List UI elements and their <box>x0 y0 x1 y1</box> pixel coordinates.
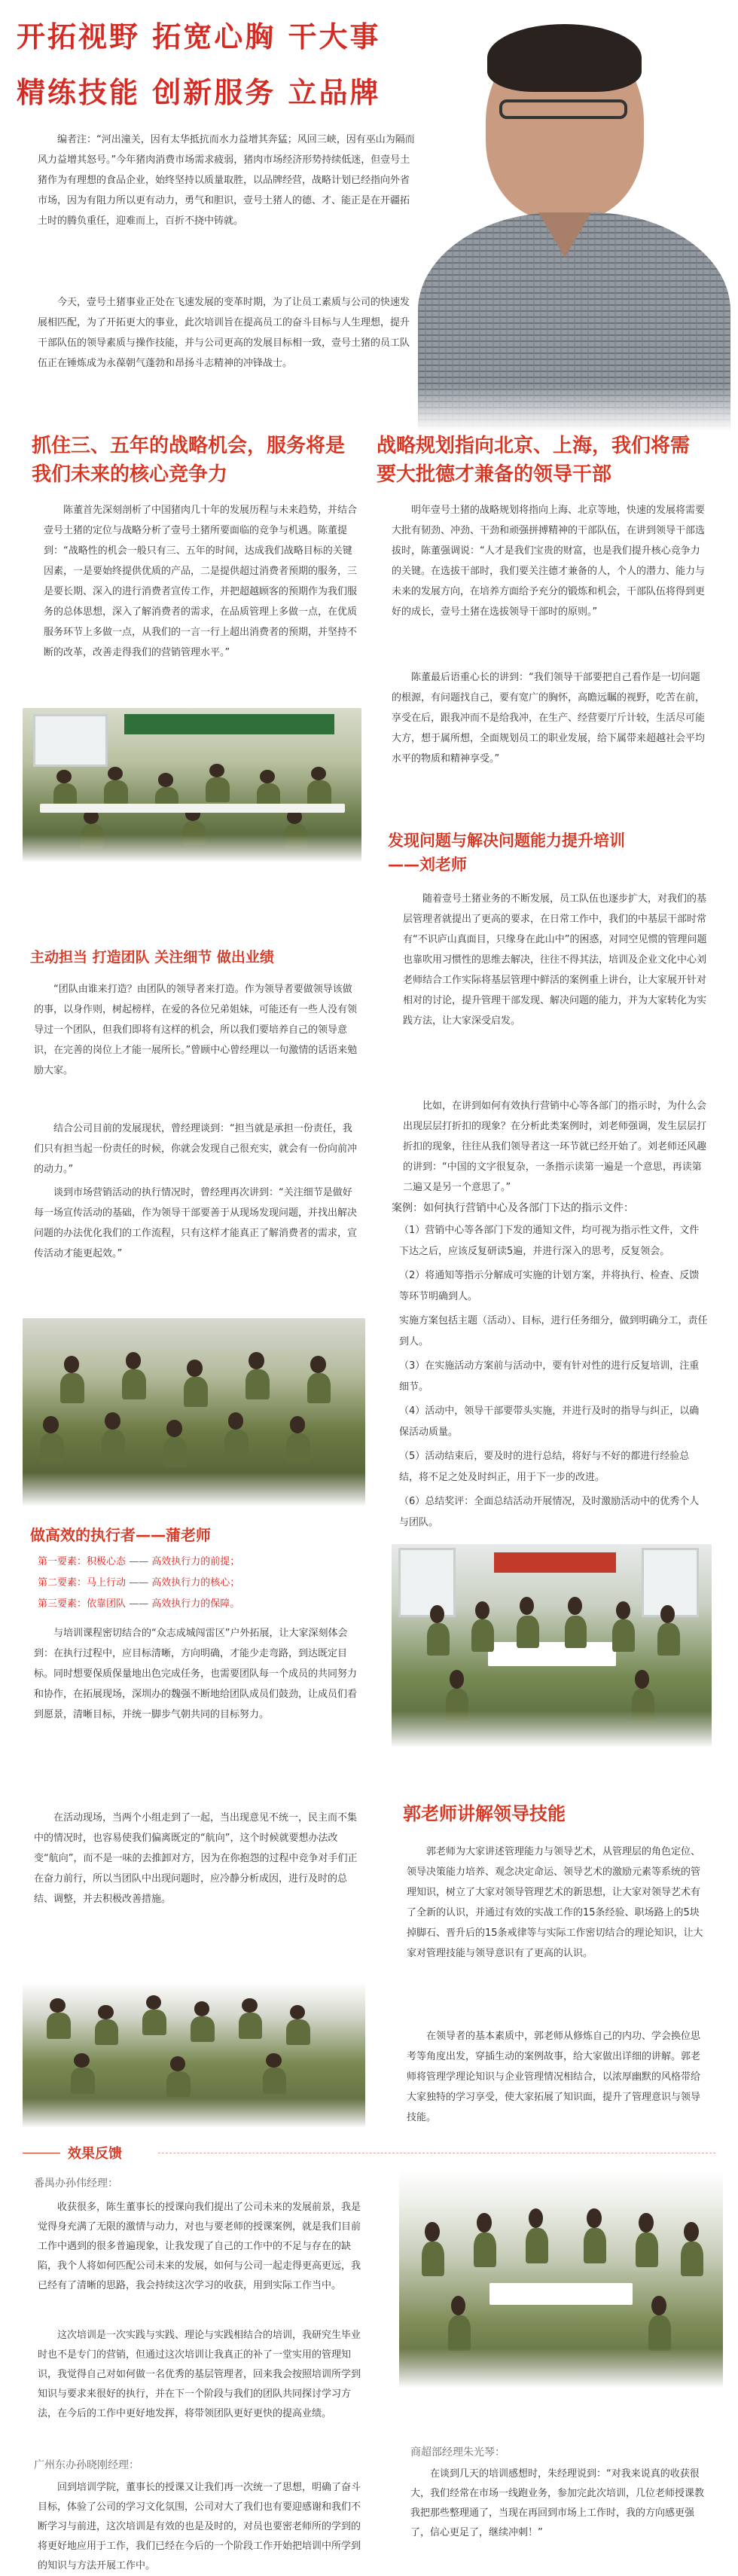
case-item: （3）在实施活动方案前与活动中，要有针对性的进行反复培训，注重细节。 <box>399 1360 700 1393</box>
testimonial-1-body-1: 收获很多，陈生董事长的授课向我们提出了公司未来的发展前景，我是觉得身充满了无限的激情与动力，对也与要老师的授课案例，就是我们目前工作中遇到的很多普遍现象，让我发现了自己的工作中的不足与存在的缺陷，我个人将如何匹配公司未来的发展，如何与公司一起走得更高更远，我已经有了清晰的思路，我会持续这次学习的收获，用到实际工作当中。 <box>38 2202 361 2291</box>
feedback-title: 效果反馈 <box>68 2146 122 2162</box>
case-item: 实施方案包括主题（活动）、目标，进行任务细分，做到明确分工，责任到人。 <box>399 1315 708 1348</box>
plan-body-1: 明年壹号土猪的战略规划将指向上海、北京等地，快速的发展将需要大批有韧劲、冲劲、干劲和顽强拼搏精神的干部队伍，在讲到领导干部选拔时，陈董强调说：“人才是我们宝贵的财富，也是我们提升核心竞争力的关键。在选拔干部时，我们要关注德才兼备的人，个人的潜力、能力与未来的发展方向，在培养方面给予充分的锻炼和机会，干部队伍将得到更好的成长，壹号土猪在选拔领导干部时的原则。” <box>392 505 706 618</box>
testimonial-2-body: 回到培训学院，董事长的授课又让我们再一次统一了思想，明确了奋斗目标，体验了公司的学习文化氛围，公司对大了我们也有要迎感谢和我们不断学习与前进，这次培训是有效的也是及时的，对员也要密老师所的学到的将更好地应用于工作，我们已经在今后的一个阶段工作开始把培训中所学到的知识与方法开展工作中。 <box>38 2482 361 2571</box>
exec-rules <box>38 1552 361 1615</box>
duty-body-3: 谈到市场营销活动的执行情况时，曾经理再次讲到：“关注细节是做好每一场宣传活动的基础，作为领导干部要善于从现场发现问题，并找出解决问题的办法优化我们的工作流程，只有这样才能真正了解消费者的需求，宣传活动才能更起效。” <box>34 1187 358 1259</box>
testimonial-1-body-2: 这次培训是一次实践与实践、理论与实践相结合的培训，我研究生毕业时也不是专门的营销，但通过这次培训让我真正的补了一堂实用的管理知识，我觉得自己对如何做一名优秀的基层管理者，回来我会按照培训所学到知识与要求来很好的执行，并在下一个阶段与我们的团队共同探讨学习方法，在今后的工作中更好地发挥，将带领团队更好更快的提高业绩。 <box>38 2330 361 2419</box>
plan-body-2: 陈董最后语重心长的讲到：“我们领导干部要把自己看作是一切问题的根源，有问题找自己，要有宽广的胸怀，高瞻远瞩的视野，吃苦在前，享受在后，跟我冲而不是给我冲，在生产、经营要厅斤计较，生活尽可能大方，想于属所想，全面规划员工的职业发展，给下属带来超越社会平均水平的物质和精神享受。” <box>392 672 706 765</box>
group-discussion-photo <box>392 1544 712 1747</box>
guo-title: 郭老师讲解领导技能 <box>403 1803 566 1824</box>
testimonial-1-name: 番禺办孙伟经理： <box>34 2178 118 2190</box>
duty-body-2: 结合公司目前的发展现状，曾经理谈到：“担当就是承担一份责任，我们只有担当起一份责任的时候，你就会发现自己很充实，就会有一份向前冲的动力。” <box>34 1123 358 1175</box>
exec-body-2: 在活动现场，当两个小组走到了一起，当出现意见不统一，民主而不集中的情况时，也容易使我们偏离既定的“航向”，这个时候就要想办法改变“航向”，而不是一味的去推卸对方，因为在你抱怨的过程中竞争对手们正在奋力前行，所以当团队中出现问题时，应冷静分析成因，进行及时的总结、调整，并去积极改善措施。 <box>34 1812 358 1905</box>
header-slogan-line2: 精练技能 创新服务 立品牌 <box>17 75 381 109</box>
case-item: （1）营销中心等各部门下发的通知文件，均可视为指示性文件，文件下达之后，应该反复研读5遍，并进行深入的思考，反复领会。 <box>399 1225 700 1257</box>
duty-title: 主动担当 打造团队 关注细节 做出业绩 <box>30 949 274 966</box>
case-label: 案例：如何执行营销中心及各部门下达的指示文件： <box>392 1202 634 1214</box>
problem-body-1: 随着壹号土猪业务的不断发展，员工队伍也逐步扩大，对我们的基层管理者就提出了更高的要求，在日常工作中，我们的中基层干部时常有“不识庐山真面目，只缘身在此山中”的困惑，对同空见惯的管理问题也靠吹用习惯性的思维去解决，往往不得其法，培训及企业文化中心刘老师结合工作实际将基层管理中鲜活的案例重上讲台，让大家展开针对相对的讨论，提升管理干部发现、解决问题的能力，并为大家转化为实践方法，让大家深受启发。 <box>403 893 707 1027</box>
chairman-portrait <box>418 9 730 431</box>
strategy-body: 陈董首先深刻剖析了中国猪肉几十年的发展历程与未来趋势，并结合壹号土猪的定位与战略分析了壹号土猪所要面临的竞争与机遇。陈董提到：“战略性的机会一般只有三、五年的时间，达成我们战略目标的关键因素，一是要始终提供优质的产品，二是提供超过消费者预期的服务，三是要长期、深入的进行消费者宣传工作，并把超越顾客的预期作为我们服务的总体思想，深入了解消费者的需求，在品质管理上多做一点，在优质服务环节上多做一点，从我们的一言一行上超出消费者的预期，并坚持不断的改革，改善走得我们的营销管理水平。” <box>44 505 358 658</box>
exec-title: 做高效的执行者——蒲老师 <box>30 1526 211 1544</box>
case-item: （5）活动结束后，要及时的进行总结，将好与不好的都进行经验总结，将不足之处及时纠正，用于下一步的改进。 <box>399 1451 690 1483</box>
case-list <box>399 1220 708 1534</box>
exec-rule: 第三要素：依靠团队 —— 高效执行力的保障。 <box>38 1598 240 1610</box>
outdoor-team-photo <box>23 1966 365 2128</box>
exec-rule: 第二要素：马上行动 —— 高效执行力的核心； <box>38 1577 240 1589</box>
testimonial-3-body: 在谈到几天的培训感想时，朱经理说到：“对我来说真的收获很大，我们经常在市场一线跑业务，参加完此次培训，几位老师授课教我把那些整理通了，当现在再回到市场上工作时，我的方向感更强了，信心更足了，继续冲刺！” <box>410 2468 705 2538</box>
guo-body-1: 郭老师为大家讲述管理能力与领导艺术，从管理层的角色定位、领导决策能力培养、观念决定命运、领导艺术的激励元素等系统的管理知识，树立了大家对领导管理艺术的新思想，让大家对领导艺术有了全新的认识，并通过有效的实战工作的15条经验、职场路上的5块掉脚石、晋升后的15条戒律等与实际工作密切结合的理论知识，让大家对管理技能与领导意识有了更高的认识。 <box>407 1846 703 1959</box>
duty-body-1: “团队由谁来打造？由团队的领导者来打造。作为领导者要做领导该做的事，以身作则，树起榜样，在爱的各位兄弟姐妹，可能还有一些人没有领导过一个团队，但我们即将有这样的机会，所以我们要培养自己的领导意识，在完善的岗位上才能一展所长。”曾顾中心曾经理以一句激情的话语来勉励大家。 <box>34 984 358 1076</box>
plan-title: 战略规划指向北京、上海，我们将需要大批德才兼备的领导干部 <box>377 435 691 486</box>
case-item: （4）活动中，领导干部要带头实施，并进行及时的指导与纠正，以确保活动质量。 <box>399 1406 700 1438</box>
problem-title: 发现问题与解决问题能力提升培训 ——刘老师 <box>388 832 625 874</box>
case-item: （6）总结奖评：全面总结活动开展情况，及时激励活动中的优秀个人与团队。 <box>399 1496 700 1528</box>
problem-body-2: 比如，在讲到如何有效执行营销中心等各部门的指示时，为什么会出现层层打折扣的现象？在分析此类案例时，刘老师强调，发生层层打折扣的现象，往往从我们领导者这一环节就已经开始了。刘老师还风趣的讲到：“中国的文字很复杂，一条指示读第一遍是一个意思，再读第二遍又是另一个意思了。” <box>403 1100 707 1193</box>
feedback-group-photo <box>399 2169 723 2388</box>
guo-body-2: 在领导者的基本素质中，郭老师从修炼自己的内功、学会换位思考等角度出发，穿插生动的案例故事，给大家做出详细的讲解。郭老师将管理学理论知识与企业管理情况相结合，以浓厚幽默的风格带给大家独特的学习享受，使大家拓展了知识面，提升了管理意识与领导技能。 <box>407 2031 701 2123</box>
seated-trainees-photo <box>23 1318 365 1506</box>
training-classroom-photo <box>23 708 361 862</box>
testimonial-3-name: 商超部经理朱光琴： <box>410 2446 505 2458</box>
exec-rule: 第一要素：积极心态 —— 高效执行力的前提； <box>38 1556 240 1567</box>
header-slogan-line1: 开拓视野 拓宽心胸 干大事 <box>17 20 381 53</box>
intro-paragraph-2: 今天，壹号土猪事业正处在飞速发展的变革时期，为了让员工素质与公司的快速发展相匹配，为了开拓更大的事业，此次培训旨在提高员工的奋斗目标与人生理想，提升干部队伍的领导素质与操作技能，并与公司更高的发展目标相一致，壹号土猪的员工队伍正在锤炼成为永葆朝气蓬勃和昂扬斗志精神的冲锋战士。 <box>38 297 410 369</box>
testimonial-2-name: 广州东办孙晓刚经理： <box>34 2459 139 2471</box>
strategy-title: 抓住三、五年的战略机会，服务将是我们未来的核心竞争力 <box>32 435 346 486</box>
case-item: （2）将通知等指示分解成可实施的计划方案，并将执行、检查、反馈等环节明确到人。 <box>399 1270 700 1302</box>
exec-body-1: 与培训课程密切结合的“众志成城闯雷区”户外拓展，让大家深刻体会到：在执行过程中，应目标清晰，方向明确，才能少走弯路，到达既定目标。同时想要保质保量地出色完成任务，也需要团队每一个成员的共同努力和协作，在拓展现场，深圳办的魏强不断地给团队成员们鼓劲，让成员们看到愿景，清晰目标，并统一脚步气朝共同的目标努力。 <box>34 1628 358 1720</box>
intro-paragraph-1: 编者注：“河出潼关，因有太华抵抗而水力益增其奔猛；风回三峡，因有巫山为隔而风力益增其怒号。”今年猪肉消费市场需求疲弱，猪肉市场经济形势持续低迷，但壹号土猪作为有理想的食品企业，始终坚持以质量取胜，以品牌经营，战略计划已经指向外省市场，因为有阻力所以更有动力，勇气和胆识，壹号土猪人的德、才、能正是在开疆拓土时的腾负重任，迎难而上，百折不挠中铸就。 <box>38 134 415 227</box>
